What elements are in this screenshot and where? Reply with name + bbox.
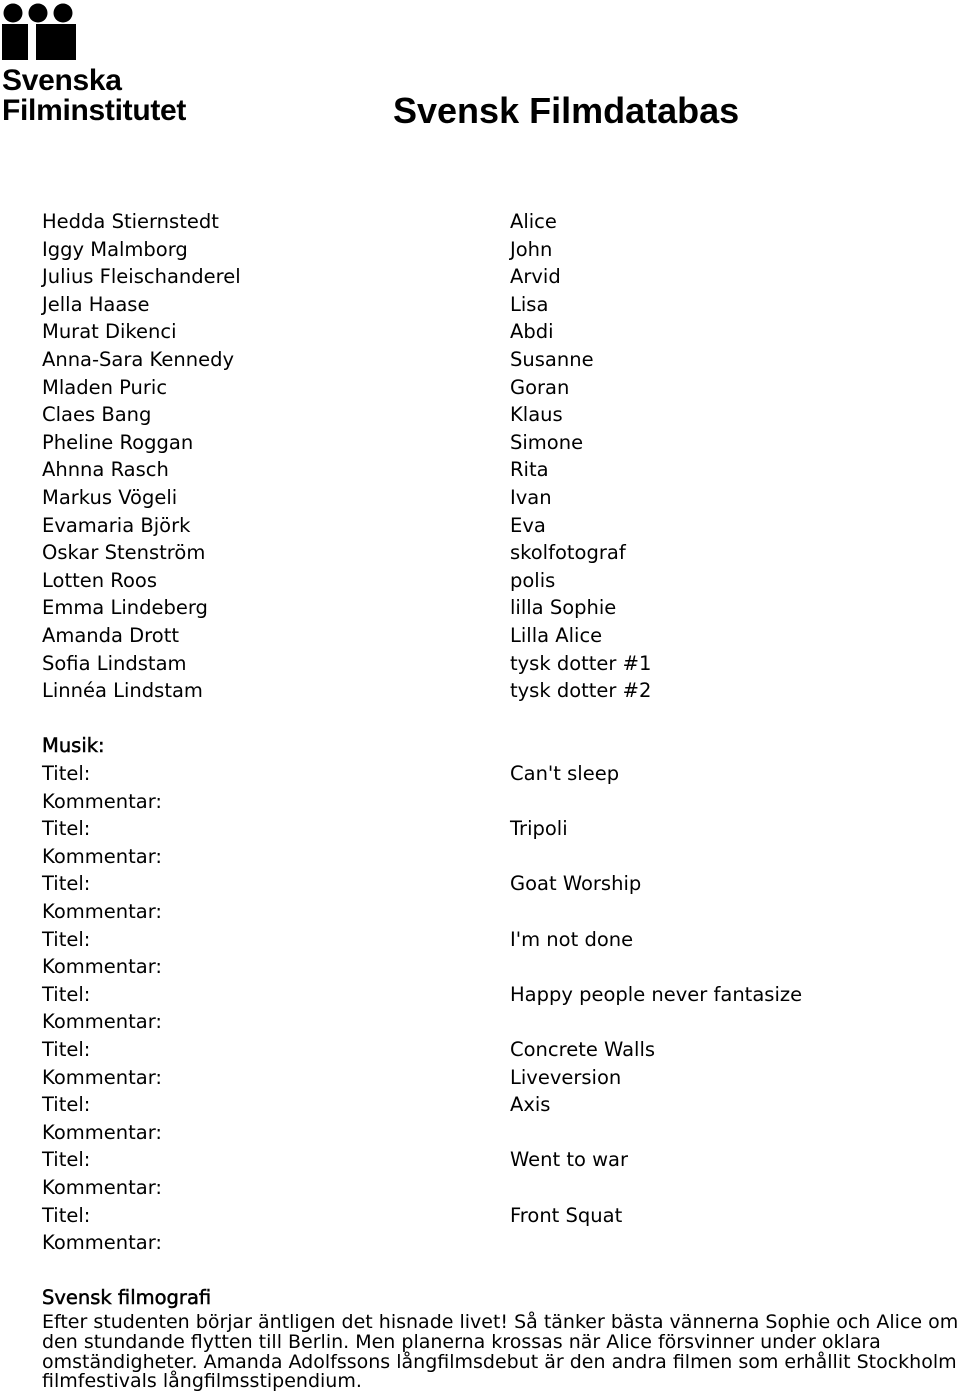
cast-actor-name: Julius Fleischanderel <box>42 265 241 289</box>
cast-role-name: Ivan <box>510 485 552 509</box>
music-comment-label: Kommentar: <box>42 1010 162 1034</box>
cast-actor-name: Lotten Roos <box>42 568 157 592</box>
music-title-label: Titel: <box>42 982 91 1006</box>
cast-role-name: tysk dotter #1 <box>510 651 652 675</box>
music-title-label: Titel: <box>42 1037 91 1061</box>
cast-role-name: Arvid <box>510 265 561 289</box>
music-comment-label: Kommentar: <box>42 1065 162 1089</box>
cast-actor-name: Pheline Roggan <box>42 430 194 454</box>
cast-role-name: Susanne <box>510 347 594 371</box>
logo-line-2: Filminstitutet <box>2 94 187 127</box>
music-comment-label: Kommentar: <box>42 1231 162 1255</box>
filmography-description: Efter studenten börjar äntligen det hisnade livet! Så tänker bästa vännerna Sophie och Alice om den stundande flytten till Berlin. Men planerna krossas när Alice försvinner under oklara omständigheter. Amanda Adolfssons långfilmsdebut är den andra filmen som erhållit Stockholm filmfestivals långfilmsstipendium. <box>42 1311 959 1393</box>
music-track-title: Tripoli <box>510 817 568 841</box>
music-track-comment: Liveversion <box>510 1065 622 1089</box>
cast-role-name: Rita <box>510 458 549 482</box>
cast-role-name: Klaus <box>510 403 563 427</box>
music-track-title: Concrete Walls <box>510 1037 656 1061</box>
cast-actor-name: Murat Dikenci <box>42 320 177 344</box>
logo-line-1: Svenska <box>2 64 122 97</box>
cast-role-name: Eva <box>510 513 546 537</box>
cast-actor-name: Markus Vögeli <box>42 485 178 509</box>
filmography-heading: Svensk filmografi <box>42 1286 212 1309</box>
music-comment-label: Kommentar: <box>42 1120 162 1144</box>
page-title: Svensk Filmdatabas <box>393 90 740 131</box>
music-title-label: Titel: <box>42 762 91 785</box>
cast-role-name: Abdi <box>510 320 554 344</box>
music-comment-label: Kommentar: <box>42 789 162 813</box>
cast-role-name: lilla Sophie <box>510 596 617 620</box>
music-track-title: Happy people never fantasize <box>510 982 803 1006</box>
cast-actor-list <box>42 208 241 705</box>
music-track-title: Can't sleep <box>510 762 620 785</box>
music-track-comment <box>510 1119 802 1147</box>
music-track-comment <box>510 898 802 926</box>
music-track-title: Goat Worship <box>510 872 642 896</box>
music-title-label: Titel: <box>42 1148 91 1172</box>
music-comment-label: Kommentar: <box>42 844 162 868</box>
music-track-title: Went to war <box>510 1148 629 1172</box>
music-title-label: Titel: <box>42 1203 91 1227</box>
music-track-comment <box>510 1229 802 1257</box>
cast-role-name: skolfotograf <box>510 541 626 565</box>
cast-actor-name: Mladen Puric <box>42 375 168 399</box>
music-title-label: Titel: <box>42 927 91 951</box>
cast-actor-name: Emma Lindeberg <box>42 596 208 620</box>
music-comment-label: Kommentar: <box>42 955 162 979</box>
music-track-comment <box>510 953 802 981</box>
music-track-comment <box>510 1174 802 1202</box>
cast-actor-name: Amanda Drott <box>42 623 179 647</box>
music-title-label: Titel: <box>42 817 91 841</box>
cast-role-name: polis <box>510 568 556 592</box>
cast-role-name: John <box>510 237 553 261</box>
music-track-comment <box>510 788 802 816</box>
music-comment-label: Kommentar: <box>42 899 162 923</box>
cast-actor-name: Claes Bang <box>42 403 152 427</box>
cast-actor-name: Linnéa Lindstam <box>42 679 203 703</box>
music-label-list <box>42 760 162 1257</box>
music-title-label: Titel: <box>42 872 91 896</box>
music-heading: Musik: <box>42 734 105 757</box>
music-track-title: Front Squat <box>510 1203 623 1227</box>
cast-role-name: Lilla Alice <box>510 623 603 647</box>
cast-role-name: Simone <box>510 430 584 454</box>
cast-actor-name: Evamaria Björk <box>42 513 191 537</box>
music-track-comment <box>510 1008 802 1036</box>
cast-actor-name: Iggy Malmborg <box>42 237 188 261</box>
cast-actor-name: Jella Haase <box>42 292 150 316</box>
logo-mark-icon <box>2 2 80 64</box>
music-comment-label: Kommentar: <box>42 1175 162 1199</box>
cast-actor-name: Oskar Stenström <box>42 541 206 565</box>
music-track-comment <box>510 843 802 871</box>
cast-actor-name: Sofia Lindstam <box>42 651 187 675</box>
music-title-label: Titel: <box>42 1093 91 1117</box>
svenska-filminstitutet-logo <box>2 2 202 132</box>
cast-role-name: Lisa <box>510 292 549 316</box>
music-track-title: I'm not done <box>510 927 634 951</box>
cast-role-name: tysk dotter #2 <box>510 679 652 703</box>
music-value-list <box>510 760 802 1257</box>
cast-actor-name: Hedda Stiernstedt <box>42 210 219 233</box>
cast-role-name: Alice <box>510 210 557 233</box>
music-track-title: Axis <box>510 1093 551 1117</box>
cast-actor-name: Anna-Sara Kennedy <box>42 347 234 371</box>
cast-actor-name: Ahnna Rasch <box>42 458 169 482</box>
cast-role-name: Goran <box>510 375 570 399</box>
cast-role-list <box>510 208 651 705</box>
